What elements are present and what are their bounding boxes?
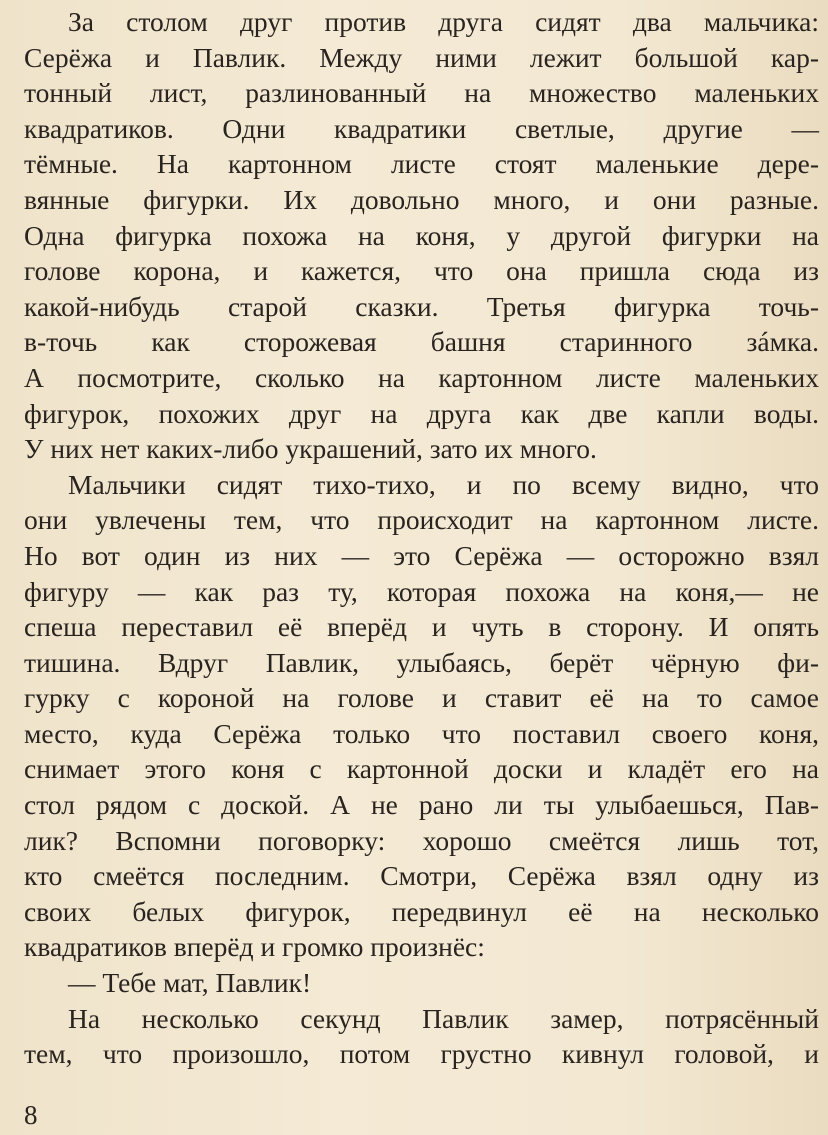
text-line: стол рядом с доской. А не рано ли ты улыбаешься, Пав- — [24, 789, 819, 821]
text-line: Одна фигурка похожа на коня, у другой фигурки на — [24, 219, 819, 251]
text-line: тонный лист, разлинованный на множество маленьких — [24, 77, 819, 109]
text-line: фигурок, похожих друг на друга как две капли воды. — [24, 397, 819, 429]
text-line: голове корона, и кажется, что она пришла сюда из — [24, 255, 819, 287]
text-line: У них нет каких-либо украшений, зато их много. — [24, 433, 597, 465]
text-line: кто смеётся последним. Смотри, Серёжа взял одну из — [24, 860, 819, 892]
text-line: квадратиков. Одни квадратики светлые, другие — — [24, 112, 819, 144]
text-line: своих белых фигурок, передвинул её на несколько — [24, 895, 819, 927]
text-line: Но вот один из них — это Серёжа — осторожно взял — [24, 539, 819, 571]
text-line: Серёжа и Павлик. Между ними лежит большой кар- — [24, 41, 819, 73]
text-line: — Тебе мат, Павлик! — [68, 967, 312, 999]
text-line: фигуру — как раз ту, которая похожа на коня,— не — [24, 575, 819, 607]
text-line: место, куда Серёжа только что поставил своего коня, — [24, 717, 819, 749]
text-line: лик? Вспомни поговорку: хорошо смеётся лишь тот, — [24, 824, 819, 856]
text-line: какой-нибудь старой сказки. Третья фигурка точь- — [24, 290, 819, 322]
text-line: Мальчики сидят тихо-тихо, и по всему видно, что — [68, 468, 819, 500]
text-line: вянные фигурки. Их довольно много, и они разные. — [24, 183, 819, 215]
page-number: 8 — [24, 1100, 38, 1130]
text-line: снимает этого коня с картонной доски и кладёт его на — [24, 753, 819, 785]
text-line: квадратиков вперёд и громко произнёс: — [24, 931, 485, 963]
text-line: А посмотрите, сколько на картонном листе маленьких — [24, 361, 819, 393]
text-line: На несколько секунд Павлик замер, потрясённый — [68, 1002, 819, 1034]
text-line: За столом друг против друга сидят два мальчика: — [68, 6, 819, 37]
text-line: спеша переставил её вперёд и чуть в сторону. И опять — [24, 611, 819, 643]
text-line: в-точь как сторожевая башня старинного зáмка. — [24, 326, 819, 358]
text-line: тем, что произошло, потом грустно кивнул головой, и — [24, 1038, 819, 1070]
text-line: тёмные. На картонном листе стоят маленькие дере- — [24, 148, 819, 180]
text-line: они увлечены тем, что происходит на картонном листе. — [24, 504, 819, 536]
text-line: гурку с короной на голове и ставит её на то самое — [24, 682, 819, 714]
page-text — [24, 4, 819, 1072]
text-line: тишина. Вдруг Павлик, улыбаясь, берёт чёрную фи- — [24, 646, 819, 678]
